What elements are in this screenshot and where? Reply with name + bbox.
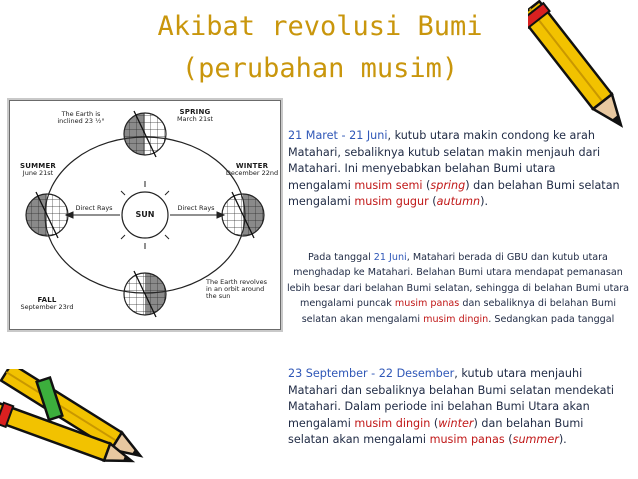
p3-paren-2: ( xyxy=(504,433,513,446)
p3-text-a: , kutub utara menjauhi Matahari dan sebaliknya belahan Bumi selatan mendekati Matahari. Dalam periode ini belahan Bumi Utara akan mengalami xyxy=(288,367,614,430)
p3-text-b: ) dan belahan Bumi selatan akan mengalami xyxy=(288,416,584,446)
spring-label xyxy=(170,109,220,123)
term-summer: summer xyxy=(512,433,559,446)
earth-spring xyxy=(124,111,166,157)
fall-label xyxy=(12,297,82,311)
term-winter: winter xyxy=(438,416,474,430)
p1-paren-2: ( xyxy=(428,195,437,208)
earth-summer xyxy=(26,192,68,238)
orbit-note: The Earth revolves in an orbit around the sun xyxy=(206,278,268,300)
title-line-1: Akibat revolusi Bumi xyxy=(157,11,483,42)
p3-close: ). xyxy=(558,433,567,446)
p3-paren-1: ( xyxy=(430,416,439,430)
term-autumn: autumn xyxy=(436,195,481,208)
winter-title: WINTER xyxy=(235,162,269,170)
pencil-icon xyxy=(528,0,638,150)
p1-close: ). xyxy=(480,195,488,208)
p2-text-c: dan sebaliknya di belahan Bumi selatan akan mengalami xyxy=(301,298,617,325)
p1-paren-1: ( xyxy=(422,178,431,192)
date-range-1: 21 Maret - 21 Juni xyxy=(288,129,388,142)
term-musim-dingin: musim dingin xyxy=(423,313,489,325)
summer-label xyxy=(12,163,64,177)
title-line-2: (perubahan musim) xyxy=(181,53,459,84)
sun-label: SUN xyxy=(135,210,155,219)
term-spring: spring xyxy=(430,178,466,192)
spring-date: March 21st xyxy=(176,115,214,123)
term-musim-panas: musim panas xyxy=(394,298,460,310)
spring-title: SPRING xyxy=(179,108,211,116)
winter-date: December 22nd xyxy=(225,169,279,177)
winter-label xyxy=(224,163,280,177)
earth-tilt-label: The Earth is inclined 23 ½° xyxy=(57,110,105,125)
fall-title: FALL xyxy=(37,296,57,304)
p2-text-a: Pada tanggal xyxy=(308,252,374,263)
fall-date: September 23rd xyxy=(20,303,74,311)
paragraph-equinox-autumn xyxy=(288,366,618,449)
earth-winter xyxy=(222,192,264,238)
date-range-2: 23 September - 22 Desember xyxy=(288,367,455,380)
term-musim-dingin-2: musim dingin xyxy=(354,416,431,430)
date-21-juni: 21 Juni xyxy=(373,252,407,263)
p2-text-d: . Sedangkan pada tanggal xyxy=(488,313,615,325)
direct-rays-right: Direct Rays xyxy=(177,204,215,212)
pencils-icon xyxy=(0,369,160,479)
p1-text-a: , kutub utara makin condong ke arah Matahari, sebaliknya kutub selatan makin menjauh dari Matahari. Ini menyebabkan belahan Bumi utara mengalami xyxy=(288,129,601,192)
summer-title: SUMMER xyxy=(19,162,57,170)
term-musim-panas-2: musim panas xyxy=(429,433,505,446)
direct-rays-left: Direct Rays xyxy=(75,204,113,212)
earth-fall xyxy=(124,271,166,317)
paragraph-summer-solstice xyxy=(286,250,630,327)
seasons-diagram xyxy=(9,100,281,330)
p2-text-b: , Matahari berada di GBU dan kutub utara menghadap ke Matahari. Belahan Bumi utara mendapat pemanasan lebih besar dari belahan Bumi selatan, sehingga di belahan Bumi utara mengalami puncak xyxy=(286,252,630,310)
term-musim-semi: musim semi xyxy=(354,178,423,192)
p1-text-b: ) dan belahan Bumi selatan mengalami xyxy=(288,178,620,208)
summer-date: June 21st xyxy=(22,169,54,177)
term-musim-gugur: musim gugur xyxy=(354,195,429,208)
